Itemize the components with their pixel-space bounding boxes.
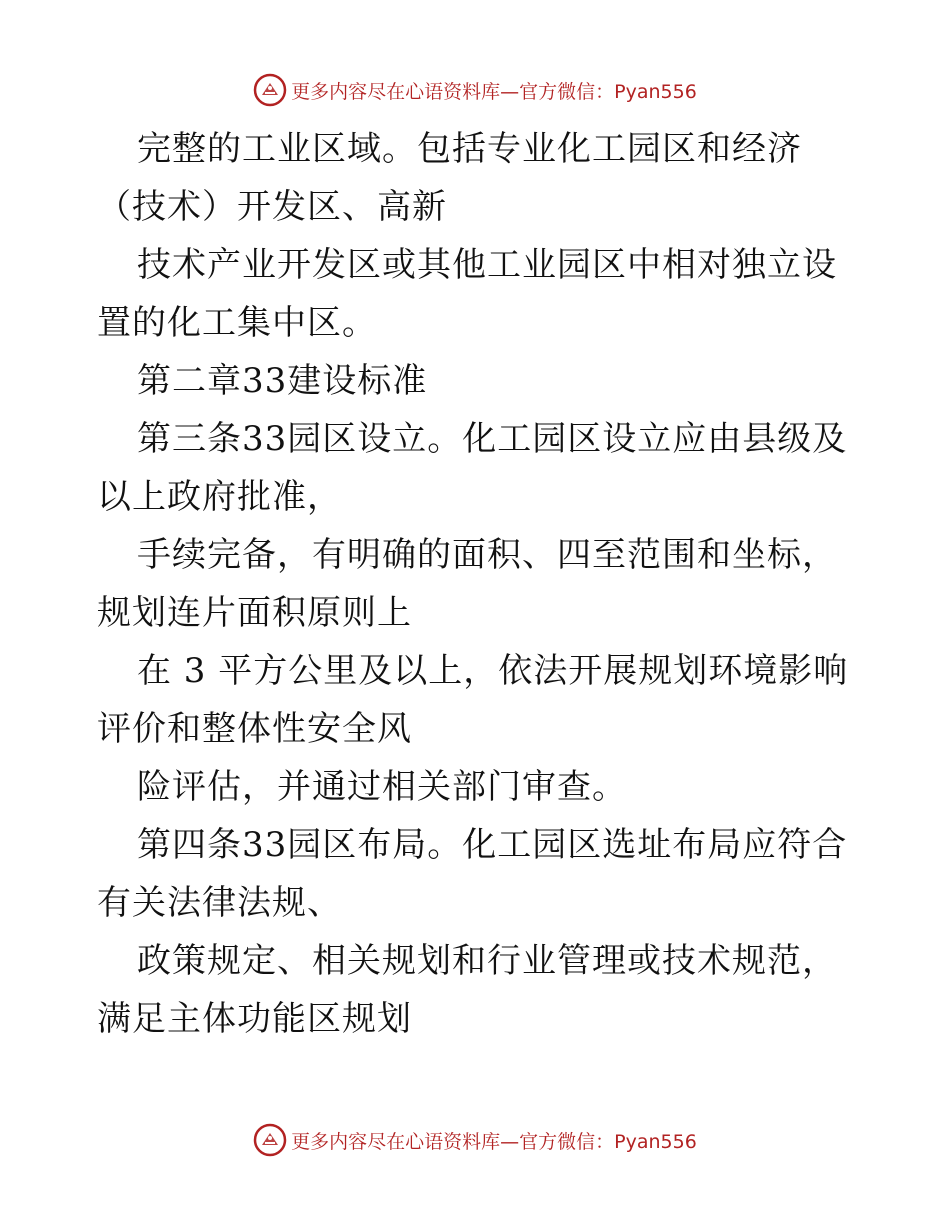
paragraph-6: 险评估，并通过相关部门审查。 [137, 767, 627, 807]
footer-text: 更多内容尽在心语资料库—官方微信：Pyan556 [291, 1130, 697, 1153]
book-logo-icon [253, 73, 287, 107]
paragraph-1: 完整的工业区域。包括专业化工园区和经济（技术）开发区、高新 [97, 129, 802, 227]
paragraph-8: 政策规定、相关规划和行业管理或技术规范，满足主体功能区规划 [97, 941, 837, 1039]
paragraph-7: 第四条33园区布局。化工园区选址布局应符合有关法律法规、 [97, 825, 848, 923]
header-text: 更多内容尽在心语资料库—官方微信：Pyan556 [291, 80, 697, 103]
paragraph-4: 手续完备，有明确的面积、四至范围和坐标，规划连片面积原则上 [97, 535, 837, 633]
paragraph-5: 在 3 平方公里及以上，依法开展规划环境影响评价和整体性安全风 [97, 651, 849, 749]
document-body [97, 120, 857, 1048]
chapter-heading: 第二章33建设标准 [137, 361, 428, 401]
book-logo-icon [253, 1123, 287, 1157]
paragraph-2: 技术产业开发区或其他工业园区中相对独立设置的化工集中区。 [97, 245, 837, 343]
footer-banner [0, 1118, 950, 1162]
header-banner [0, 68, 950, 112]
paragraph-3: 第三条33园区设立。化工园区设立应由县级及以上政府批准， [97, 419, 848, 517]
